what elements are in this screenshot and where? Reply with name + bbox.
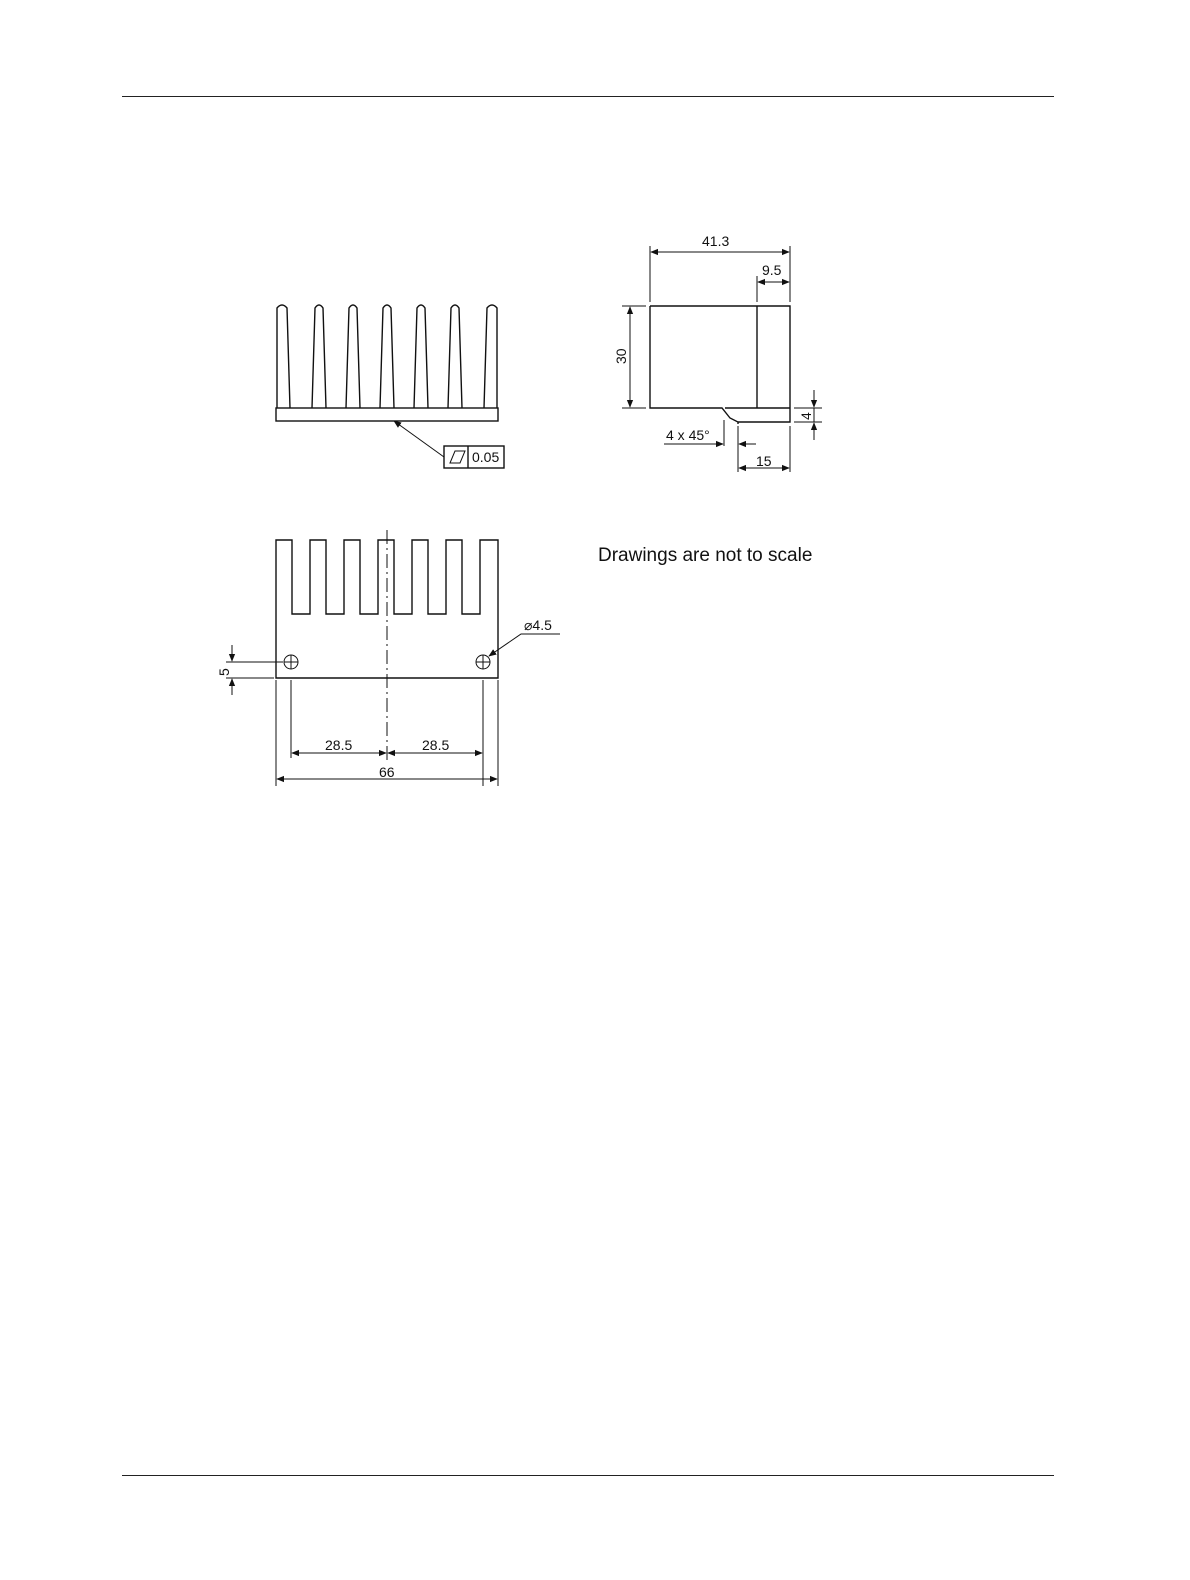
flatness-leader [394, 421, 444, 457]
dim-left-half: 28.5 [325, 737, 353, 753]
dim-right-half: 28.5 [422, 737, 450, 753]
hole-leader [489, 634, 560, 656]
dim-overall-width: 41.3 [702, 233, 730, 249]
front-view-fins [277, 305, 497, 408]
dim-bottom-step: 15 [756, 453, 772, 469]
dim-base-thickness: 4 [798, 412, 814, 420]
bottom-view [216, 530, 560, 786]
scale-note: Drawings are not to scale [598, 545, 813, 566]
mounting-hole-left [284, 655, 298, 669]
flatness-icon [450, 451, 465, 463]
dim-bottom-overall-width: 66 [379, 764, 395, 780]
dim-chamfer: 4 x 45° [666, 427, 710, 443]
front-view [276, 305, 504, 468]
dim-top-step: 9.5 [762, 262, 782, 278]
dim-hole-offset: 5 [216, 668, 232, 676]
flatness-tolerance: 0.05 [472, 449, 500, 465]
mounting-hole-right [476, 655, 490, 669]
dim-hole-diameter: ⌀4.5 [524, 617, 552, 633]
side-view-outline [650, 306, 790, 424]
side-view [613, 233, 822, 472]
dim-height: 30 [613, 348, 629, 364]
front-view-base [276, 408, 498, 421]
